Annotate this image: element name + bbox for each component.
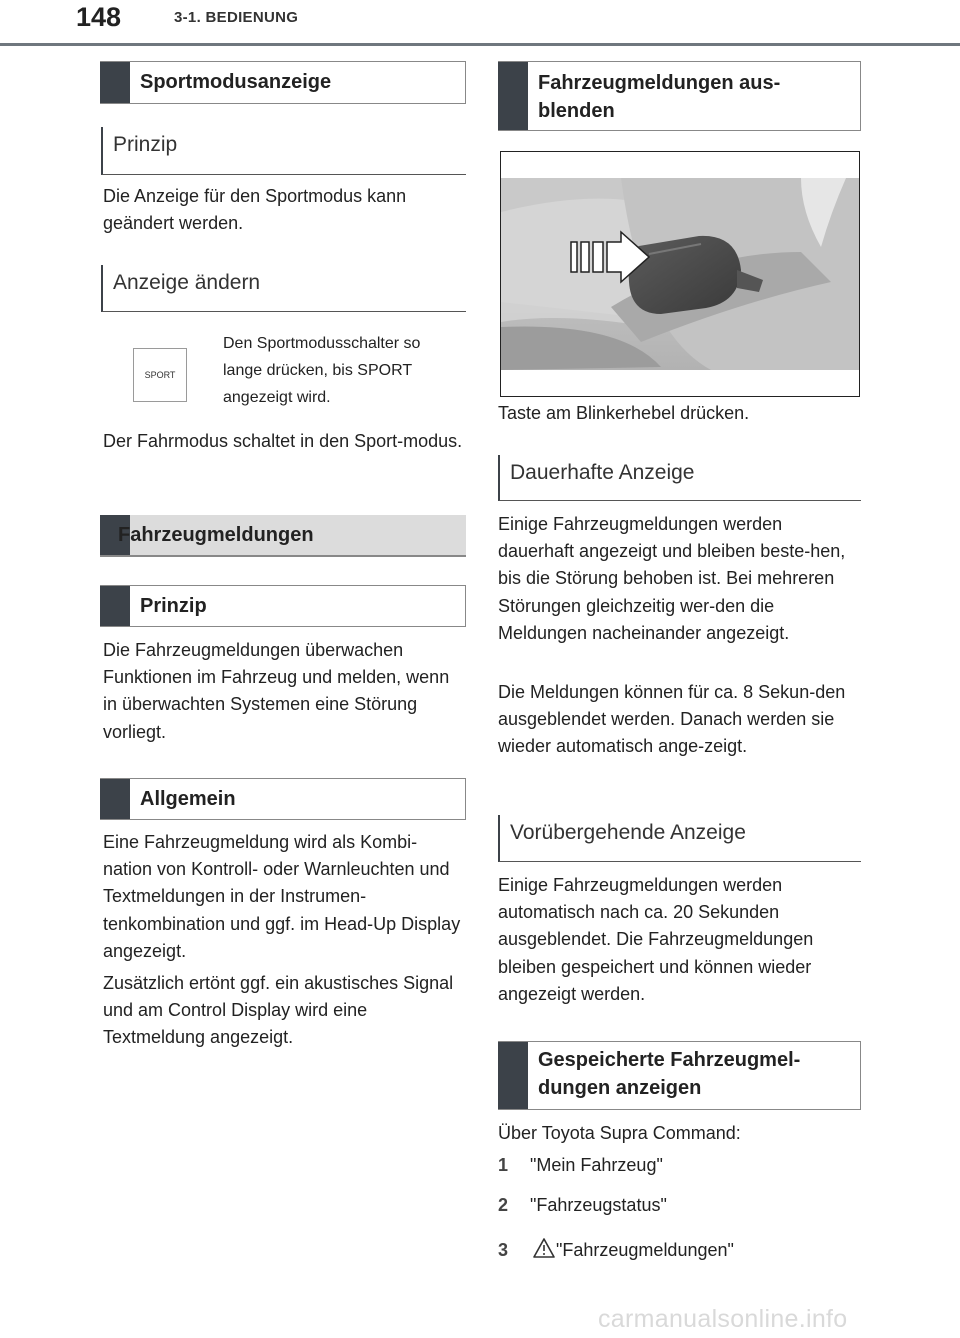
heading-bar: [498, 1042, 528, 1109]
subheading-dauerhaft: [498, 455, 861, 501]
subheading-text: Prinzip: [113, 133, 178, 156]
sport-key-label: SPORT: [144, 370, 176, 380]
paragraph-voruebergehend: Einige Fahrzeugmeldungen werden automatisch nach ca. 20 Sekunden ausgeblendet. Die Fahrzeugmeldungen bleiben gespeichert und können wieder angezeigt werden.: [498, 875, 814, 1004]
heading-text: Fahrzeugmeldungen aus-blenden: [538, 72, 781, 122]
page-number: 148: [76, 2, 122, 32]
paragraph-prinzip-2: Die Fahrzeugmeldungen überwachen Funktionen im Fahrzeug und melden, wenn in überwachten Systemen eine Störung vorliegt.: [103, 640, 450, 742]
turn-signal-lever-illustration: [500, 151, 860, 397]
step-number: 3: [498, 1240, 509, 1260]
subheading-text: Vorübergehende Anzeige: [510, 821, 746, 844]
sport-instruction: Den Sportmodusschalter so lange drücken, bis SPORT angezeigt wird.: [223, 335, 421, 406]
figure-caption: Taste am Blinkerhebel drücken.: [498, 403, 750, 423]
heading-text: Fahrzeugmeldungen: [118, 524, 314, 546]
heading-gespeichert: [498, 1041, 861, 1110]
heading-bar: [100, 62, 130, 103]
step-number: 1: [498, 1155, 509, 1175]
paragraph-fahrmodus: Der Fahrmodus schaltet in den Sport-modus.: [103, 431, 463, 451]
paragraph-allgemein-2: Zusätzlich ertönt ggf. ein akustisches Signal und am Control Display wird eine Textmeldung angezeigt.: [103, 973, 454, 1048]
lever-drawing: [501, 152, 860, 397]
heading-text: Allgemein: [140, 788, 236, 810]
subheading-voruebergehend: [498, 815, 861, 862]
watermark: carmanualsonline.info: [598, 1305, 848, 1333]
subheading-anzeige-aendern: [101, 265, 466, 312]
paragraph-prinzip-1: Die Anzeige für den Sportmodus kann geändert werden.: [103, 186, 407, 234]
heading-sportmodusanzeige: [100, 61, 466, 104]
heading-bar: [498, 62, 528, 130]
chapter-title: 3-1. BEDIENUNG: [174, 9, 299, 26]
warning-triangle-icon: [532, 1237, 556, 1259]
step-label: "Mein Fahrzeug": [530, 1155, 663, 1175]
heading-text: Sportmodusanzeige: [140, 71, 332, 93]
heading-allgemein: [100, 778, 466, 820]
paragraph-allgemein-1: Eine Fahrzeugmeldung wird als Kombi-nation von Kontroll- oder Warnleuchten und Textmeldungen in der Instrumen-tenkombination und ggf. im Head-Up Display angezeigt.: [103, 832, 461, 961]
subheading-text: Dauerhafte Anzeige: [510, 461, 695, 484]
heading-text: Gespeicherte Fahrzeugmel-dungen anzeigen: [538, 1049, 801, 1099]
heading-bar: [100, 586, 130, 626]
subheading-text: Anzeige ändern: [113, 271, 261, 294]
step-label: "Fahrzeugstatus": [530, 1195, 667, 1215]
heading-fahrzeugmeldungen: [100, 515, 466, 557]
command-intro: Über Toyota Supra Command:: [498, 1123, 741, 1143]
subheading-prinzip-1: [101, 127, 466, 175]
heading-text: Prinzip: [140, 595, 207, 617]
sport-button-icon: [133, 348, 187, 402]
paragraph-dauerhaft-1: Einige Fahrzeugmeldungen werden dauerhaft angezeigt und bleiben beste-hen, bis die Störung behoben ist. Bei mehreren Störungen gleichzeitig wer-den die Meldungen nacheinander angezeigt.: [498, 514, 846, 643]
step-number: 2: [498, 1195, 509, 1215]
heading-bar: [100, 779, 130, 819]
header-rule: [0, 43, 960, 46]
heading-prinzip-2: [100, 585, 466, 627]
paragraph-dauerhaft-2: Die Meldungen können für ca. 8 Sekun-den ausgeblendet werden. Danach werden sie wieder automatisch ange-zeigt.: [498, 682, 846, 757]
heading-ausblenden: [498, 61, 861, 131]
step-label: "Fahrzeugmeldungen": [556, 1240, 734, 1260]
